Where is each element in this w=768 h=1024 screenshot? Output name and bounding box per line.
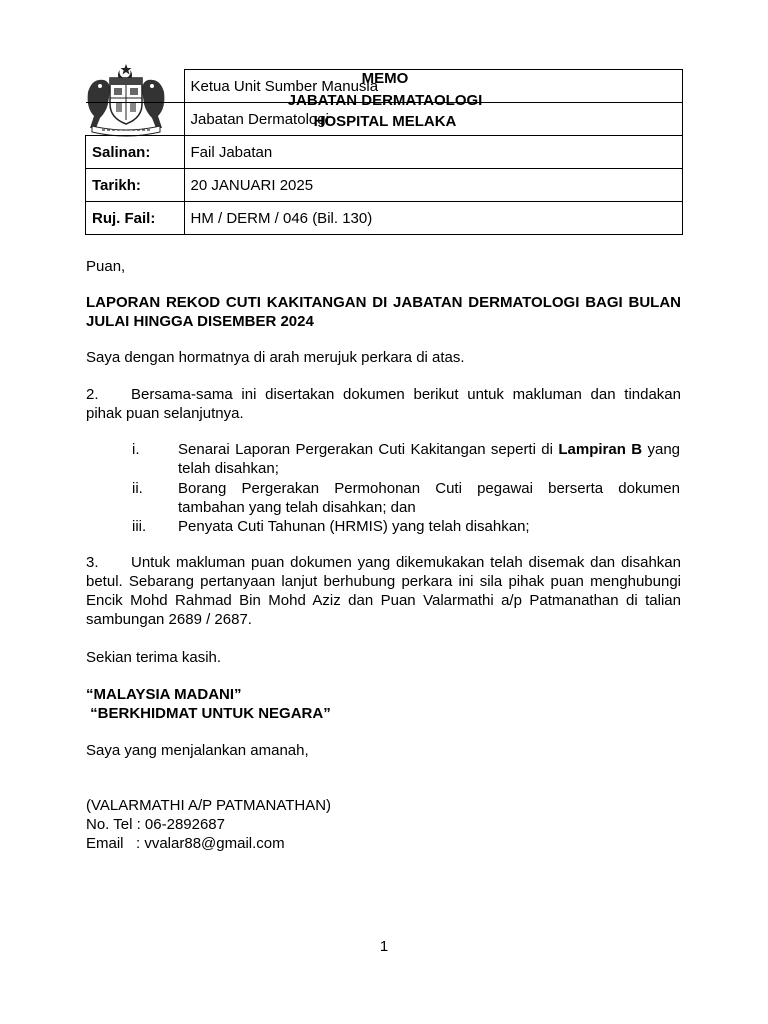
table-row	[86, 169, 683, 202]
list-item-number: ii.	[132, 480, 143, 497]
signatory-name: (VALARMATHI A/P PATMANATHAN)	[86, 797, 332, 814]
list-item	[178, 440, 680, 478]
trust-text: Saya yang menjalankan amanah,	[86, 742, 309, 759]
list-item	[178, 517, 680, 536]
paragraph-3-text: Untuk makluman puan dokumen yang dikemukakan telah disemak dan disahkan betul. Sebarang pertanyaan lanjut berhubung perkara ini sila pihak puan menghubungi Encik Mohd Rahmad Bin Mohd Aziz dan Puan Valarmathi a/p Patmanathan di talian sambungan 2689 / 2687.	[86, 554, 681, 628]
table-row	[86, 202, 683, 235]
list-item-number: i.	[132, 441, 140, 458]
table-row	[86, 136, 683, 169]
page-number: 1	[379, 938, 389, 955]
salutation: Puan,	[86, 258, 126, 275]
subject-heading: LAPORAN REKOD CUTI KAKITANGAN DI JABATAN DERMATOLOGI BAGI BULAN JULAI HINGGA DISEMBER 2024	[86, 294, 681, 330]
department-title: JABATAN DERMATAOLOGI	[287, 92, 483, 109]
list-item	[178, 479, 680, 517]
list-item-text: Senarai Laporan Pergerakan Cuti Kakitangan seperti di	[178, 441, 559, 458]
table-value: Ketua Unit Sumber Manusia	[184, 70, 683, 103]
paragraph-2-number: 2.	[86, 386, 99, 403]
table-label	[86, 103, 185, 136]
paragraph-3-number: 3.	[86, 554, 99, 571]
table-value: Fail Jabatan	[184, 136, 683, 169]
closing-text: Sekian terima kasih.	[86, 649, 222, 666]
list-item-text: Penyata Cuti Tahunan (HRMIS) yang telah disahkan;	[178, 518, 530, 535]
hospital-title: HOSPITAL MELAKA	[313, 113, 457, 130]
slogan-malaysia-madani: “MALAYSIA MADANI”	[86, 686, 242, 703]
list-item-number: iii.	[132, 518, 147, 535]
table-label: Ruj. Fail:	[86, 202, 185, 235]
signatory-email: Email : vvalar88@gmail.com	[86, 835, 285, 852]
slogan-berkhidmat: “BERKHIDMAT UNTUK NEGARA”	[86, 705, 331, 722]
table-label	[86, 70, 185, 103]
paragraph-3	[86, 553, 681, 629]
table-label: Tarikh:	[86, 169, 185, 202]
table-label: Salinan:	[86, 136, 185, 169]
list-item-text: Borang Pergerakan Permohonan Cuti pegawai berserta dokumen tambahan yang telah disahkan; dan	[178, 480, 680, 516]
paragraph-2-text: Bersama-sama ini disertakan dokumen berikut untuk makluman dan tindakan pihak puan selanjutnya.	[86, 386, 681, 422]
table-value: 20 JANUARI 2025	[184, 169, 683, 202]
list-item-text: yang telah disahkan;	[178, 441, 681, 477]
list-item-bold-text: Lampiran B	[558, 441, 643, 458]
signatory-tel: No. Tel : 06-2892687	[86, 816, 225, 833]
table-value: HM / DERM / 046 (Bil. 130)	[184, 202, 683, 235]
memo-title: MEMO	[361, 70, 409, 87]
paragraph-2	[86, 385, 681, 423]
paragraph-1: Saya dengan hormatnya di arah merujuk perkara di atas.	[86, 349, 465, 366]
table-value: Jabatan Dermatologi	[184, 103, 683, 136]
